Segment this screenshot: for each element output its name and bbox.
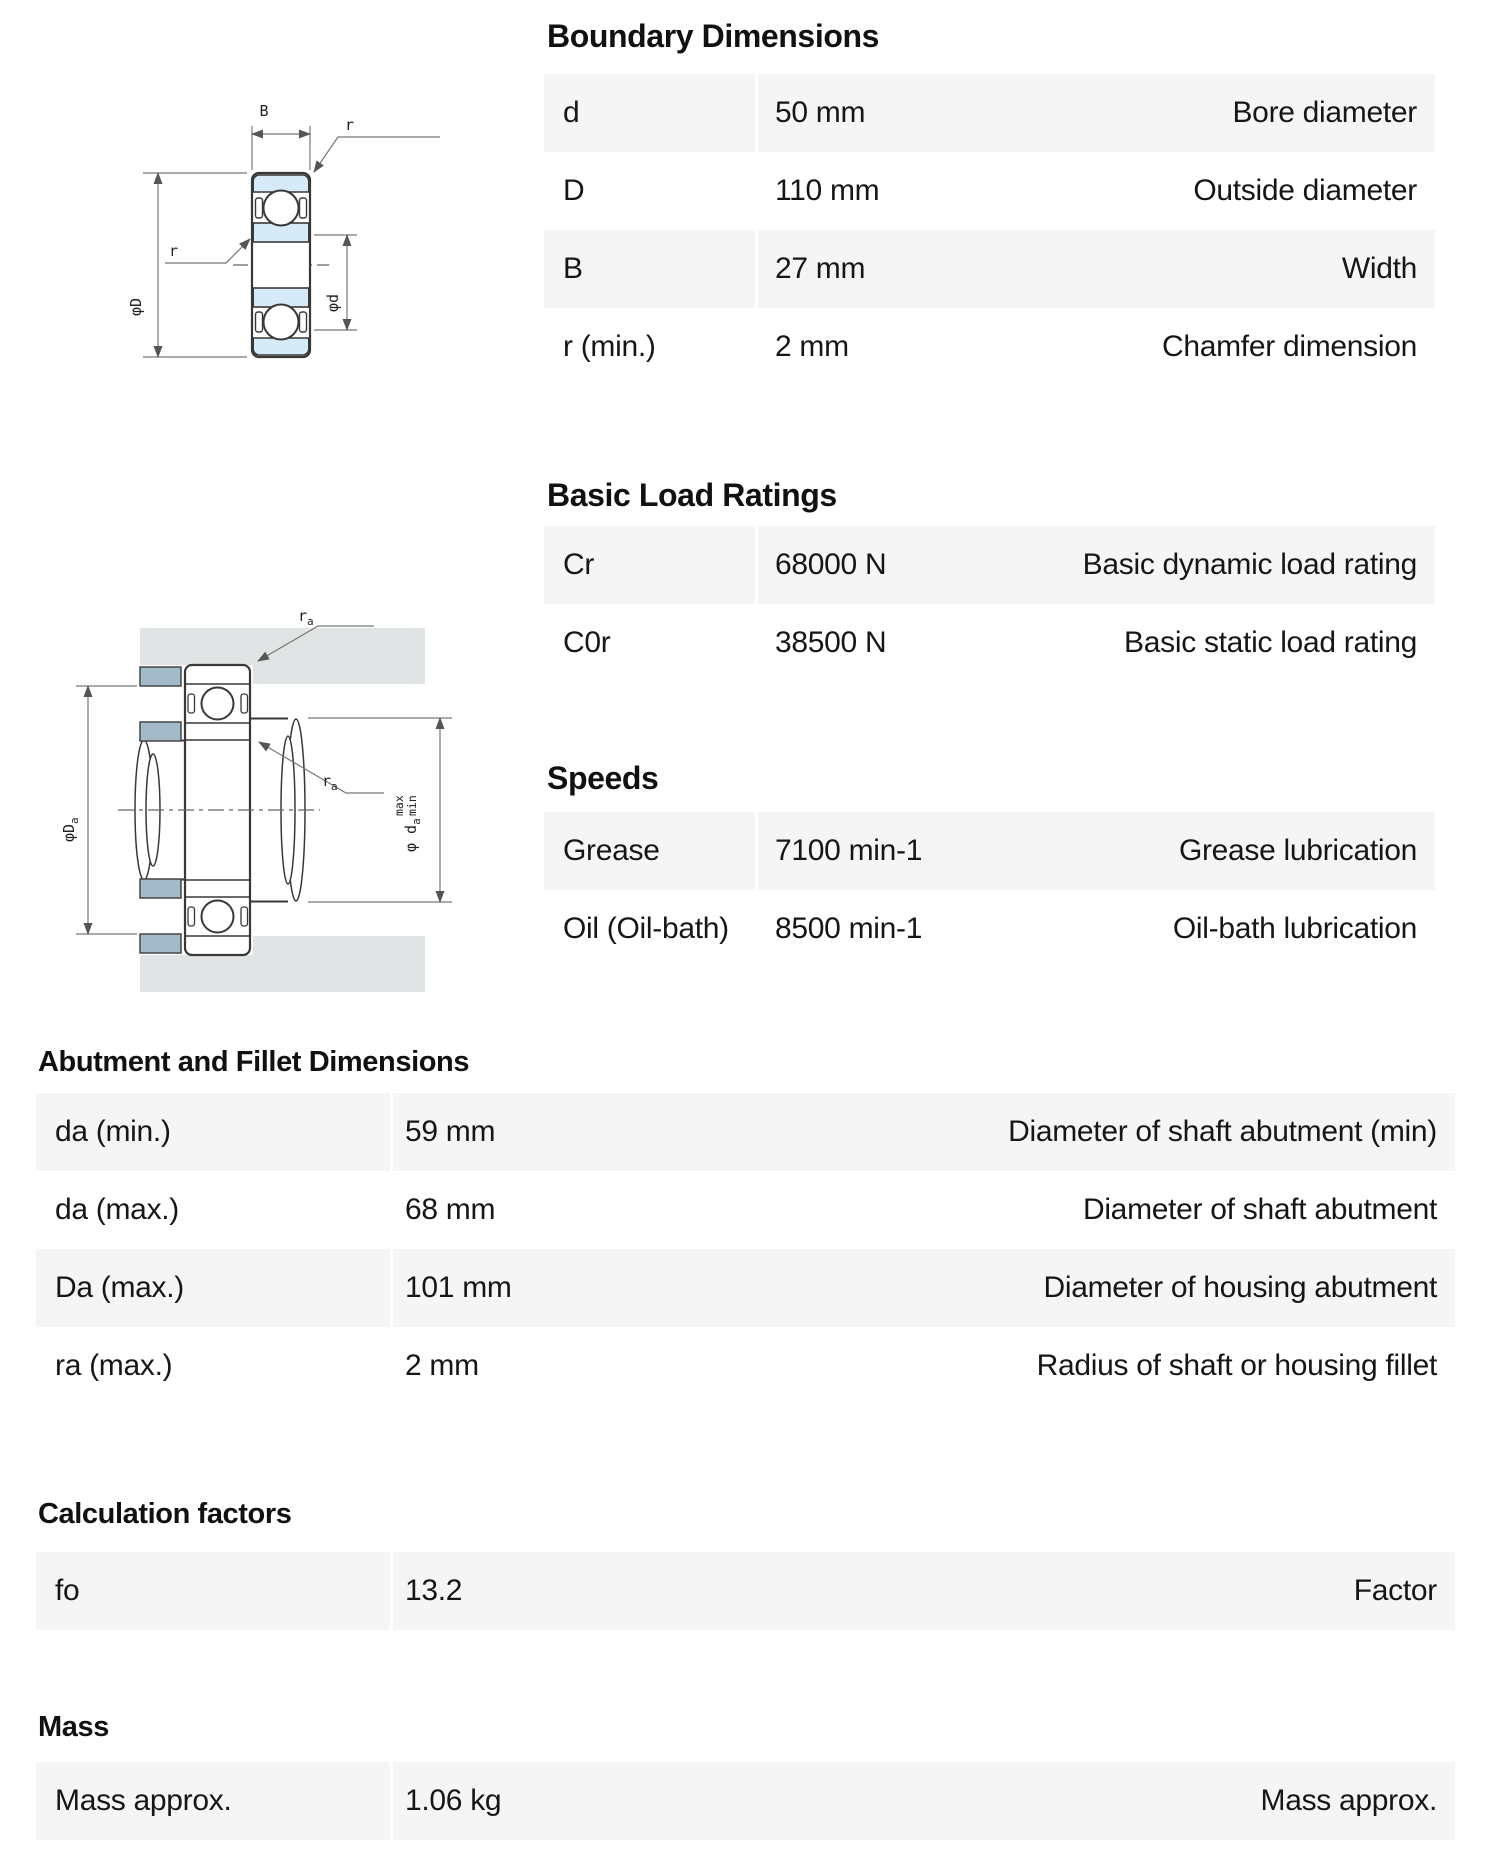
table-row (36, 1093, 1455, 1171)
dim-label-shaft-abutment-diameter (392, 795, 423, 852)
row-value: 50 mm (775, 96, 866, 129)
mass-heading: Mass (38, 1711, 109, 1743)
row-description: Bore diameter (1232, 96, 1417, 129)
row-symbol: Mass approx. (55, 1784, 232, 1817)
column-divider (755, 812, 758, 890)
row-description: Basic dynamic load rating (1082, 548, 1417, 581)
abutment-fillet-table (36, 1093, 1455, 1405)
row-description: Width (1341, 252, 1417, 285)
row-value: 27 mm (775, 252, 866, 285)
row-description: Oil-bath lubrication (1172, 912, 1417, 945)
housing-bottom (140, 936, 425, 992)
dim-label-ra-top: $r_a$ (298, 607, 314, 628)
row-value: 13.2 (405, 1574, 463, 1607)
table-row (544, 604, 1435, 682)
table-row (544, 812, 1435, 890)
row-symbol: C0r (563, 626, 611, 659)
speeds-table (544, 812, 1435, 968)
boundary-dimensions-heading: Boundary Dimensions (547, 18, 880, 54)
row-value: 68000 N (775, 548, 887, 581)
table-row (544, 152, 1435, 230)
basic-load-ratings-heading: Basic Load Ratings (547, 477, 837, 513)
calculation-factors-heading: Calculation factors (38, 1498, 292, 1530)
dim-label-B: B (259, 102, 269, 120)
outer-ring-top (253, 175, 309, 192)
row-value: 59 mm (405, 1115, 496, 1148)
bearing-body (252, 173, 310, 357)
column-divider (755, 526, 758, 604)
row-symbol: Cr (563, 548, 595, 581)
row-value: 38500 N (775, 626, 887, 659)
column-divider (390, 1762, 393, 1840)
column-divider (390, 1552, 393, 1630)
table-row (36, 1249, 1455, 1327)
ball-top (202, 688, 234, 720)
row-description: Chamfer dimension (1161, 330, 1417, 363)
dim-label-r-top: r (345, 116, 355, 134)
row-symbol: D (563, 174, 585, 207)
dim-label-r-side: r (169, 242, 179, 260)
table-row (36, 1552, 1455, 1630)
table-row (36, 1327, 1455, 1405)
mounting-abutment-diagram (60, 590, 480, 1020)
row-value: 2 mm (405, 1349, 479, 1382)
column-divider (390, 1249, 393, 1327)
row-symbol: Oil (Oil-bath) (563, 912, 729, 945)
max-label: max (392, 795, 406, 816)
dim-label-housing-abutment-diameter: $\varphi D_a$ (60, 817, 81, 842)
row-symbol: fo (55, 1574, 80, 1607)
row-description: Outside diameter (1193, 174, 1417, 207)
table-row (544, 74, 1435, 152)
row-value: 68 mm (405, 1193, 496, 1226)
column-divider (755, 74, 758, 152)
dim-label-bore-diameter: φd (324, 293, 342, 312)
row-value: 2 mm (775, 330, 849, 363)
mass-table (36, 1762, 1455, 1840)
row-value: 1.06 kg (405, 1784, 502, 1817)
basic-load-ratings-table (544, 526, 1435, 682)
row-description: Factor (1353, 1574, 1437, 1607)
row-value: 110 mm (775, 174, 880, 207)
row-symbol: r (min.) (563, 330, 656, 363)
calculation-factors-table (36, 1552, 1455, 1630)
bearing-cross-section-diagram (95, 80, 445, 410)
row-symbol: da (min.) (55, 1115, 171, 1148)
row-symbol: B (563, 252, 583, 285)
boundary-dimensions-table (544, 74, 1435, 386)
table-row (544, 230, 1435, 308)
abutment-fillet-heading: Abutment and Fillet Dimensions (38, 1046, 470, 1078)
row-description: Mass approx. (1260, 1784, 1437, 1817)
table-row (544, 526, 1435, 604)
dim-label-outside-diameter: φD (127, 297, 145, 316)
row-description: Basic static load rating (1124, 626, 1417, 659)
housing-top (140, 628, 425, 684)
table-row (544, 890, 1435, 968)
row-description: Diameter of housing abutment (1043, 1271, 1437, 1304)
row-value: 8500 min-1 (775, 912, 923, 945)
row-value: 7100 min-1 (775, 834, 923, 867)
row-symbol: d (563, 96, 580, 129)
table-row (36, 1171, 1455, 1249)
min-label: min (405, 795, 419, 816)
dim-label-ra-mid: $r_a$ (322, 772, 338, 793)
row-description: Diameter of shaft abutment (1082, 1193, 1437, 1226)
row-symbol: ra (max.) (55, 1349, 173, 1382)
table-row (36, 1762, 1455, 1840)
row-value: 101 mm (405, 1271, 512, 1304)
row-symbol: Grease (563, 834, 660, 867)
column-divider (755, 230, 758, 308)
row-description: Diameter of shaft abutment (min) (1008, 1115, 1437, 1148)
outer-ring-bottom (253, 338, 309, 355)
ball-top (264, 191, 299, 226)
svg-text:φ da: φ $d_a$ (402, 818, 423, 852)
row-symbol: da (max.) (55, 1193, 179, 1226)
table-row (544, 308, 1435, 386)
row-description: Radius of shaft or housing fillet (1036, 1349, 1437, 1382)
row-description: Grease lubrication (1178, 834, 1417, 867)
speeds-heading: Speeds (547, 760, 659, 796)
column-divider (390, 1093, 393, 1171)
ball-bottom (202, 901, 234, 933)
ball-bottom (264, 305, 299, 340)
row-symbol: Da (max.) (55, 1271, 184, 1304)
